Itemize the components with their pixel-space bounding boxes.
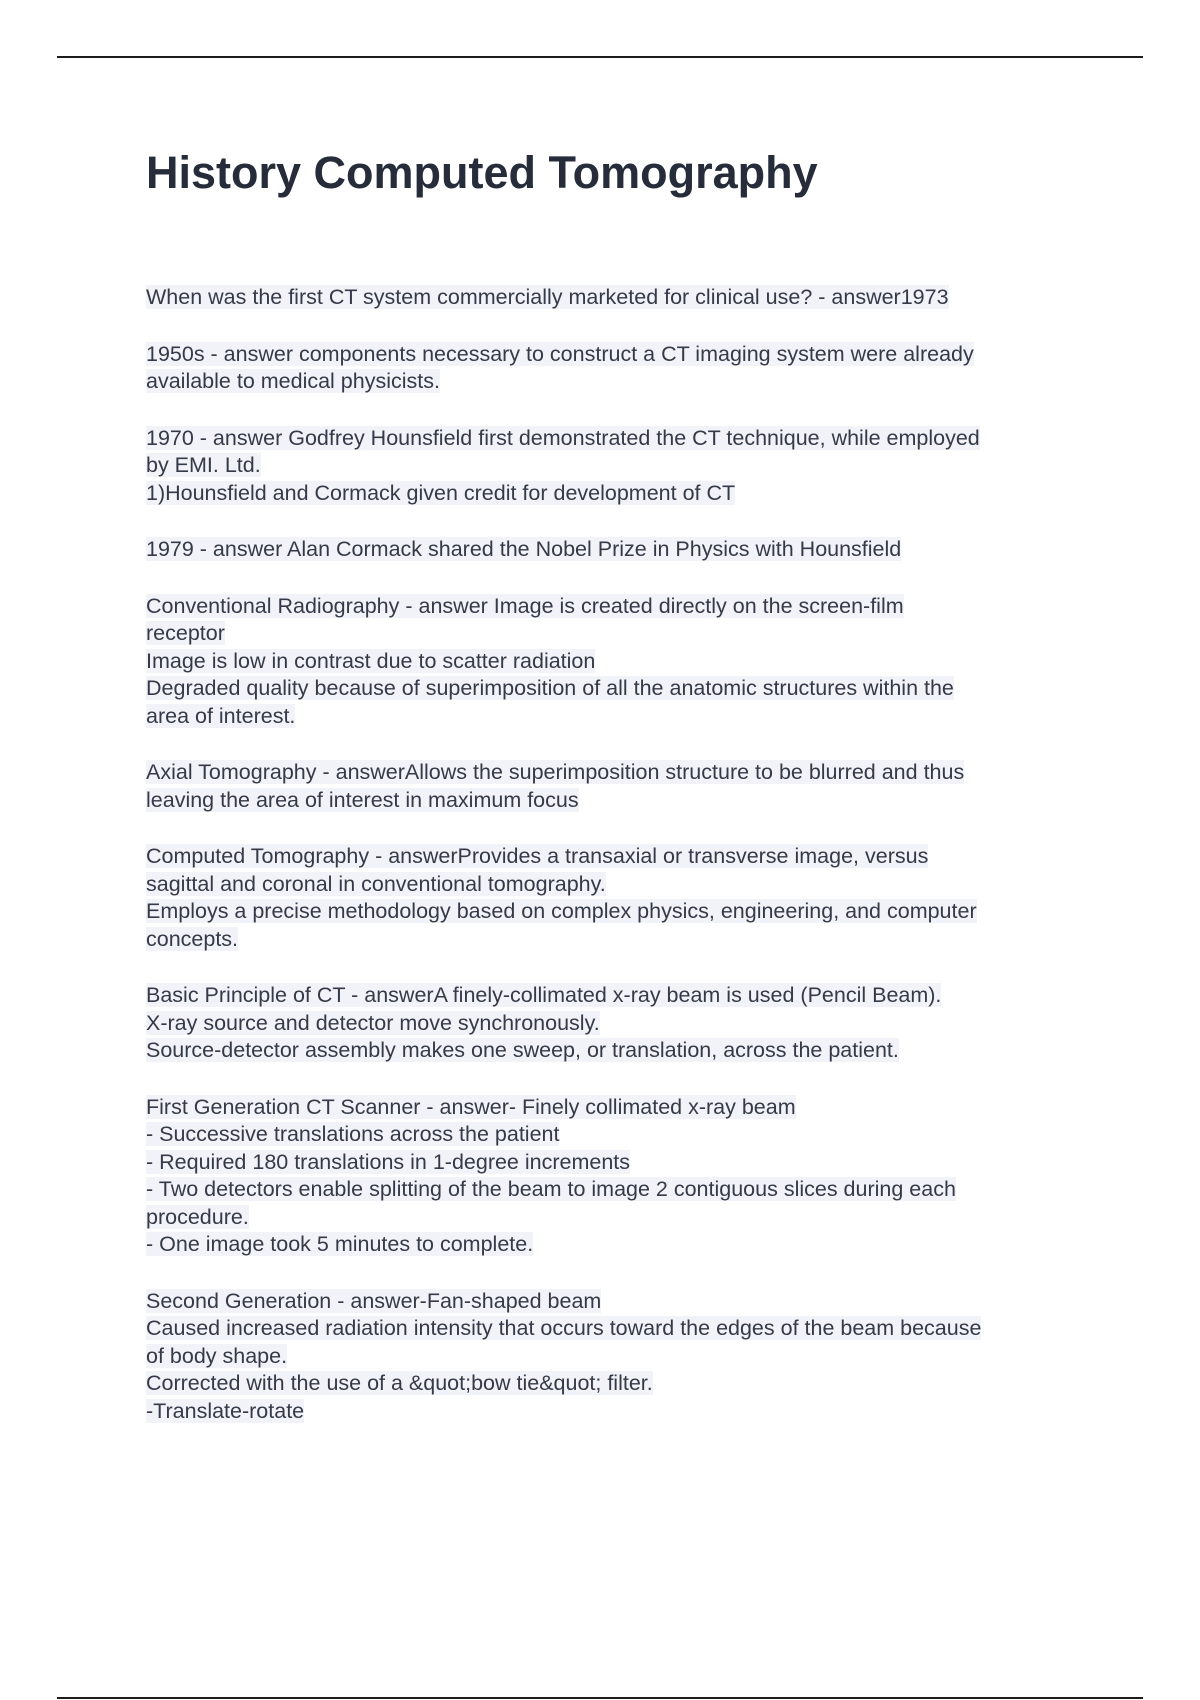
- entry-text: leaving the area of interest in maximum focus: [146, 787, 579, 812]
- flashcard-entry: [146, 1288, 1106, 1426]
- flashcard-entry: [146, 341, 1106, 396]
- bottom-rule: [57, 1697, 1143, 1699]
- entry-text: sagittal and coronal in conventional tomography.: [146, 871, 606, 896]
- page-title: History Computed Tomography: [146, 147, 818, 198]
- entry-line: [146, 1010, 1106, 1038]
- flashcard-entry: [146, 843, 1106, 953]
- entry-line: [146, 1094, 1106, 1122]
- entry-text: receptor: [146, 621, 225, 645]
- entry-text: by EMI. Ltd.: [146, 453, 261, 477]
- entry-text: - Two detectors enable splitting of the beam to image 2 contiguous slices during each: [146, 1177, 956, 1201]
- entry-text: - Successive translations across the patient: [146, 1122, 560, 1146]
- entry-line: [146, 759, 1106, 787]
- entry-text: Conventional Radiography - answer Image is created directly on the screen-film: [146, 593, 904, 618]
- entry-text: First Generation CT Scanner - answer- Finely collimated x-ray beam: [146, 1094, 796, 1119]
- entry-line: [146, 536, 1106, 564]
- entry-line: [146, 1231, 1106, 1259]
- entry-text: 1979 - answer Alan Cormack shared the Nobel Prize in Physics with Hounsfield: [146, 537, 902, 561]
- entry-text: - One image took 5 minutes to complete.: [146, 1232, 534, 1256]
- entry-text: 1950s - answer components necessary to construct a CT imaging system were already: [146, 341, 974, 366]
- entry-line: [146, 480, 1106, 508]
- entry-line: [146, 982, 1106, 1010]
- entry-text: procedure.: [146, 1204, 249, 1229]
- entry-line: [146, 1370, 1106, 1398]
- entry-line: [146, 1037, 1106, 1065]
- entry-line: [146, 675, 1106, 703]
- entry-line: [146, 1121, 1106, 1149]
- flashcard-entry: [146, 593, 1106, 731]
- entry-text: X-ray source and detector move synchronously.: [146, 1010, 600, 1035]
- flashcard-entry: [146, 759, 1106, 814]
- entry-text: Image is low in contrast due to scatter radiation: [146, 648, 596, 673]
- flashcard-entry: [146, 536, 1106, 564]
- entry-text: Source-detector assembly makes one sweep, or translation, across the patient.: [146, 1038, 899, 1062]
- entry-text: area of interest.: [146, 703, 296, 728]
- entry-text: Second Generation - answer-Fan-shaped beam: [146, 1288, 602, 1313]
- entry-line: [146, 1204, 1106, 1232]
- entry-line: [146, 1176, 1106, 1204]
- entry-line: [146, 1398, 1106, 1426]
- entry-text: Employs a precise methodology based on complex physics, engineering, and computer: [146, 899, 977, 923]
- entry-line: [146, 368, 1106, 396]
- entry-line: [146, 898, 1106, 926]
- entry-text: Basic Principle of CT - answerA finely-collimated x-ray beam is used (Pencil Beam).: [146, 983, 942, 1007]
- entry-text: 1970 - answer Godfrey Hounsfield first demonstrated the CT technique, while employed: [146, 425, 980, 450]
- entry-line: [146, 1288, 1106, 1316]
- entry-text: 1)Hounsfield and Cormack given credit for development of CT: [146, 480, 736, 505]
- entry-line: [146, 425, 1106, 453]
- entry-line: [146, 871, 1106, 899]
- entry-text: available to medical physicists.: [146, 369, 440, 393]
- entry-line: [146, 593, 1106, 621]
- top-rule: [57, 56, 1143, 58]
- entry-text: Degraded quality because of superimposition of all the anatomic structures within the: [146, 676, 954, 700]
- entry-line: [146, 843, 1106, 871]
- entry-text: of body shape.: [146, 1343, 288, 1368]
- entry-line: [146, 787, 1106, 815]
- entry-line: [146, 1149, 1106, 1177]
- flashcard-list: [146, 284, 1106, 1454]
- entry-line: [146, 452, 1106, 480]
- entry-line: [146, 620, 1106, 648]
- flashcard-entry: [146, 1094, 1106, 1259]
- entry-text: Axial Tomography - answerAllows the superimposition structure to be blurred and thus: [146, 760, 965, 784]
- entry-text: Computed Tomography - answerProvides a transaxial or transverse image, versus: [146, 844, 929, 868]
- entry-text: -Translate-rotate: [146, 1398, 305, 1423]
- entry-text: concepts.: [146, 926, 239, 951]
- entry-line: [146, 1315, 1106, 1343]
- entry-line: [146, 1343, 1106, 1371]
- entry-line: [146, 341, 1106, 369]
- flashcard-entry: [146, 982, 1106, 1065]
- entry-text: Caused increased radiation intensity that occurs toward the edges of the beam because: [146, 1316, 982, 1340]
- entry-text: - Required 180 translations in 1-degree increments: [146, 1149, 631, 1174]
- entry-line: [146, 648, 1106, 676]
- entry-line: [146, 926, 1106, 954]
- entry-line: [146, 284, 1106, 312]
- entry-text: Corrected with the use of a &quot;bow tie&quot; filter.: [146, 1371, 653, 1395]
- flashcard-entry: [146, 425, 1106, 508]
- entry-line: [146, 703, 1106, 731]
- entry-text: When was the first CT system commercially marketed for clinical use? - answer1973: [146, 285, 949, 309]
- flashcard-entry: [146, 284, 1106, 312]
